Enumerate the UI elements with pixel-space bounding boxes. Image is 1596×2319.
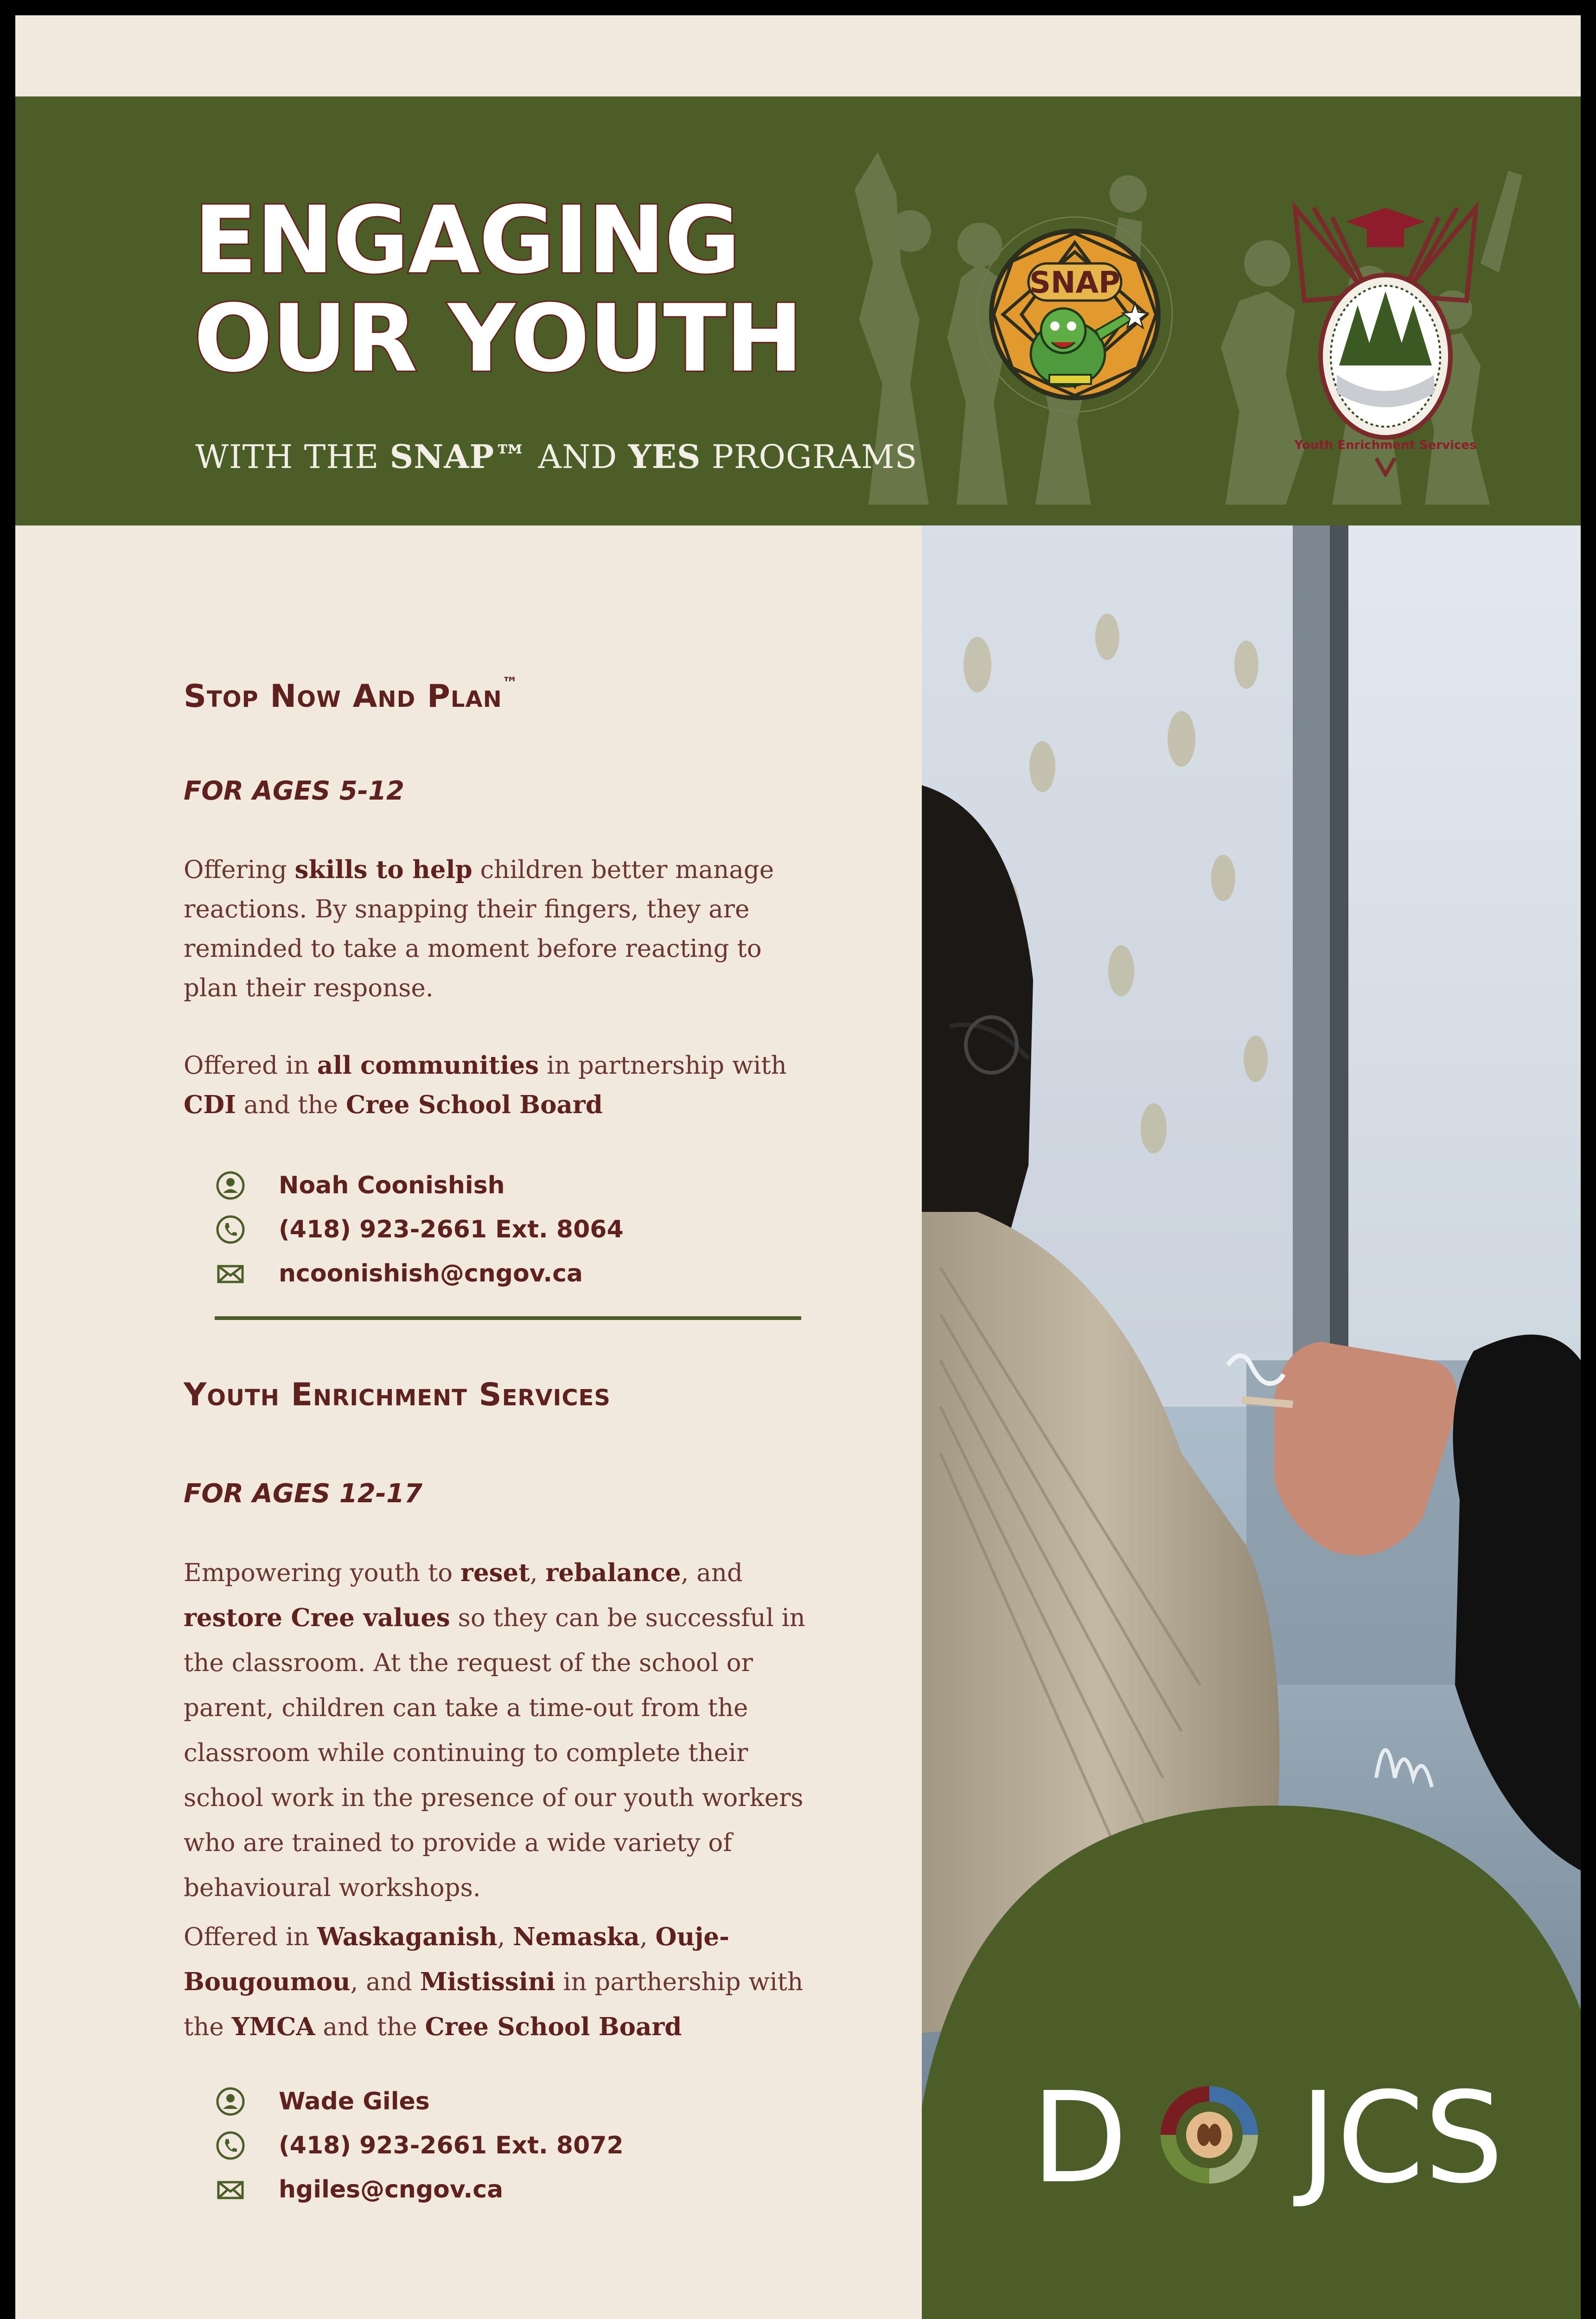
subtitle-and: AND — [527, 438, 628, 476]
body-text: and the — [315, 2013, 425, 2041]
body-text: , and — [681, 1559, 743, 1587]
page-subtitle — [195, 437, 918, 476]
body-text: Offering — [184, 856, 295, 884]
email-icon — [215, 1258, 246, 1289]
yes-ages: FOR AGES 12-17 — [184, 1479, 422, 1509]
yes-description — [184, 1550, 833, 1910]
yes-logo — [1277, 189, 1494, 477]
body-text: and the — [236, 1091, 346, 1119]
dojcs-green-panel — [922, 1787, 1581, 2319]
dojcs-logo — [926, 2056, 1576, 2209]
snap-logo-text: SNAP — [1029, 266, 1121, 300]
emphasis-text: skills to help — [294, 855, 472, 884]
emphasis-text: all communities — [317, 1051, 539, 1080]
yes-contact-email[interactable]: hgiles@cngov.ca — [279, 2175, 504, 2204]
snap-contact-name: Noah Coonishish — [279, 1171, 505, 1199]
body-text: , — [530, 1559, 546, 1587]
body-text: in partnership with — [539, 1051, 787, 1080]
yes-contact-phone-row — [215, 2123, 624, 2167]
yes-title-text: Youth Enrichment Services — [184, 1377, 611, 1413]
snap-contact-email[interactable]: ncoonishish@cngov.ca — [279, 1259, 583, 1288]
body-text: Offered in — [184, 1051, 317, 1080]
snap-section-title — [184, 674, 518, 715]
dojcs-logo-d: D — [1031, 2065, 1128, 2209]
snap-title-trademark: ™ — [502, 674, 518, 692]
person-icon — [215, 1170, 246, 1201]
title-line-2: OUR YOUTH — [194, 285, 802, 393]
yes-contact-email-row — [215, 2167, 624, 2211]
yes-section-title — [184, 1377, 611, 1413]
snap-contact-email-row — [215, 1251, 624, 1295]
snap-contact-name-row — [215, 1163, 624, 1207]
emphasis-text: Ouje-Bougoumou — [184, 1922, 730, 1996]
title-line-1: ENGAGING — [194, 186, 740, 295]
subtitle-yes: YES — [628, 437, 701, 476]
yes-contact-name-row — [215, 2079, 624, 2123]
yes-contact-list — [215, 2079, 624, 2211]
body-text: in parthership with the — [184, 1968, 804, 2041]
header-banner — [15, 96, 1581, 525]
snap-contact-phone-row — [215, 1207, 624, 1251]
body-text: Offered in — [184, 1923, 317, 1951]
section-divider — [215, 1316, 801, 1320]
body-text: Empowering youth to — [184, 1559, 461, 1587]
page-title — [194, 186, 802, 393]
emphasis-text: Mistissini — [420, 1967, 555, 1996]
emphasis-text: reset — [460, 1558, 530, 1587]
body-text: , — [497, 1923, 513, 1951]
subtitle-snap: SNAP™ — [389, 437, 528, 476]
body-text: children better manage reactions. By snapping their fingers, they are reminded to take a moment before reacting to plan their response. — [184, 856, 774, 1002]
phone-icon — [215, 2130, 246, 2161]
phone-icon — [215, 1214, 246, 1245]
yes-contact-name: Wade Giles — [279, 2087, 430, 2115]
emphasis-text: Nemaska — [513, 1922, 640, 1951]
emphasis-text: YMCA — [231, 2012, 315, 2041]
emphasis-text: Waskaganish — [317, 1922, 498, 1951]
subtitle-pre: WITH THE — [195, 438, 390, 476]
snap-contact-phone[interactable]: (418) 923-2661 Ext. 8064 — [279, 1215, 624, 1243]
body-text: , and — [350, 1968, 420, 1996]
subtitle-post: PROGRAMS — [701, 438, 918, 476]
medicine-wheel-icon — [1161, 2086, 1258, 2184]
snap-description — [184, 850, 810, 1008]
graduation-cap-icon — [1346, 208, 1425, 247]
dojcs-logo-jcs: JCS — [1300, 2065, 1504, 2209]
yes-partnership — [184, 1915, 833, 2050]
snap-title-text: Stop Now And Plan — [184, 678, 502, 715]
snap-partnership — [184, 1046, 824, 1125]
emphasis-text: Cree School Board — [345, 1090, 603, 1119]
emphasis-text: rebalance — [545, 1558, 681, 1587]
emphasis-text: CDI — [184, 1090, 236, 1119]
poster — [15, 15, 1581, 2319]
person-icon — [215, 2086, 246, 2117]
emphasis-text: restore Cree values — [184, 1603, 450, 1632]
yes-contact-phone[interactable]: (418) 923-2661 Ext. 8072 — [279, 2131, 624, 2159]
email-icon — [215, 2174, 246, 2205]
snap-contact-list — [215, 1163, 624, 1295]
body-text: so they can be successful in the classroom. At the request of the school or parent, children can take a time-out from the classroom while continuing to complete their school work in the presence of our youth workers who are trained to provide a wide variety of behavioural workshops. — [184, 1604, 805, 1902]
snap-logo — [975, 215, 1175, 414]
body-text: , — [639, 1923, 656, 1951]
yes-logo-text: Youth Enrichment Services — [1294, 438, 1477, 452]
snap-ages: FOR AGES 5-12 — [184, 776, 404, 806]
emphasis-text: Cree School Board — [425, 2012, 682, 2041]
